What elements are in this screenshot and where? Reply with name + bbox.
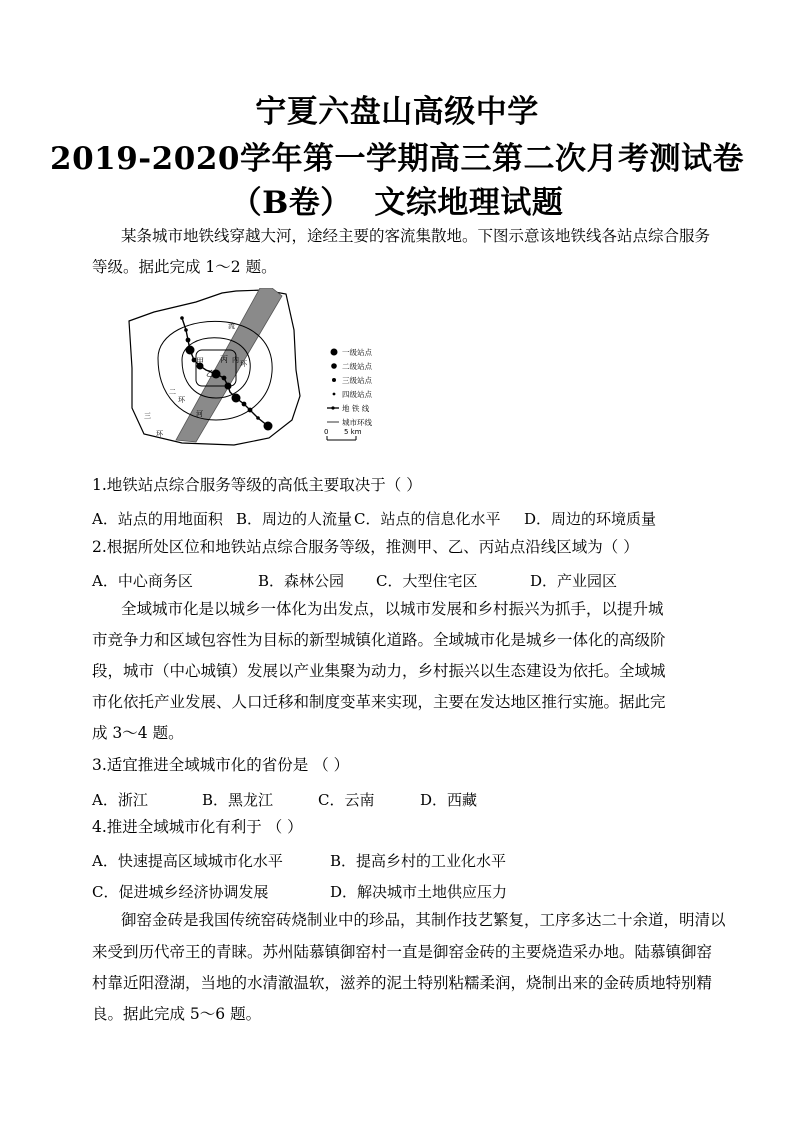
legend-label: 城市环线	[342, 418, 372, 427]
legend-label: 二级站点	[342, 362, 372, 371]
station-level4	[180, 316, 184, 320]
station-level3	[222, 376, 227, 381]
legend-small-dot-icon	[332, 378, 336, 382]
inner-ring-label: 环	[240, 360, 247, 368]
legend-medium-dot-icon	[331, 363, 337, 369]
station-label-jia: 甲	[196, 357, 204, 366]
passage3-line1: 御窑金砖是我国传统窑砖烧制业中的珍品，其制作技艺繁复，工序多达二十余道，明清以	[121, 911, 726, 929]
legend-tiny-dot-icon	[333, 393, 336, 396]
question-2-option-b: B．森林公园	[258, 572, 345, 590]
question-4-stem: 4.推进全域城市化有利于 （ ）	[92, 818, 303, 836]
station-level1	[186, 346, 195, 355]
question-1-stem: 1.地铁站点综合服务等级的高低主要取决于（ ）	[92, 476, 422, 494]
passage3-line4: 良。据此完成 5～6 题。	[92, 1005, 262, 1023]
passage1-line2: 等级。据此完成 1～2 题。	[92, 258, 277, 276]
question-4-option-a: A．快速提高区域城市化水平	[92, 852, 283, 870]
passage3-line3: 村靠近阳澄湖，当地的水清澈温软，滋养的泥土特别粘糯柔润，烧制出来的金砖质地特别精	[92, 974, 713, 992]
passage3-line2: 来受到历代帝王的青睐。苏州陆慕镇御窑村一直是御窑金砖的主要烧造采办地。陆慕镇御窑	[92, 943, 713, 961]
question-4-option-c: C．促进城乡经济协调发展	[92, 883, 269, 901]
legend-label: 地 铁 线	[342, 404, 370, 413]
question-1-option-b: B．周边的人流量	[236, 510, 353, 528]
question-3-option-d: D．西藏	[420, 791, 478, 809]
paper-subtitle-b: 文综地理试题	[374, 185, 564, 221]
question-3-stem: 3.适宜推进全域城市化的省份是 （ ）	[92, 756, 350, 774]
passage2-line3: 段，城市（中心城镇）发展以产业集聚为动力，乡村振兴以生态建设为依托。全域城	[92, 662, 666, 680]
exam-title: 2019-2020学年第一学期高三第二次月考测试卷	[50, 141, 744, 177]
question-4-option-d: D．解决城市土地供应压力	[330, 883, 508, 901]
metro-map-figure	[124, 288, 392, 448]
passage1-line1: 某条城市地铁线穿越大河，途经主要的客流集散地。下图示意该地铁线各站点综合服务	[121, 227, 711, 245]
ring-label: 三	[144, 412, 151, 420]
question-1-option-a: A．站点的用地面积	[92, 510, 223, 528]
scale-label: 5 km	[344, 428, 362, 436]
ring-label: 环	[156, 430, 163, 438]
paper-subtitle	[0, 183, 794, 223]
station-level4	[256, 416, 260, 420]
station-level1	[232, 394, 241, 403]
question-2-option-c: C．大型住宅区	[376, 572, 478, 590]
city-boundary	[129, 290, 300, 445]
station-level1	[264, 422, 273, 431]
scale-zero: 0	[324, 428, 329, 436]
legend-label: 四级站点	[342, 390, 372, 399]
passage2-line4: 市化依托产业发展、人口迁移和制度变革来实现，主要在发达地区推行实施。据此完	[92, 693, 666, 711]
legend-label: 三级站点	[342, 376, 372, 385]
inner-ring-label: 内	[232, 356, 239, 364]
ring-label: 二	[169, 388, 176, 396]
passage2-line2: 市竞争力和区域包容性为目标的新型城镇化道路。全域城市化是城乡一体化的高级阶	[92, 631, 666, 649]
question-3-option-c: C．云南	[318, 791, 375, 809]
question-3-option-a: A．浙江	[92, 791, 148, 809]
question-1-option-d: D．周边的环境质量	[524, 510, 657, 528]
station-level4	[184, 328, 188, 332]
station-level2	[225, 383, 232, 390]
river-label: 河	[196, 410, 203, 418]
passage2-line1: 全域城市化是以城乡一体化为出发点，以城市发展和乡村振兴为抓手，以提升城	[121, 600, 664, 618]
question-2-option-d: D．产业园区	[530, 572, 618, 590]
station-label-bing: 丙	[220, 355, 228, 364]
school-title: 宁夏六盘山高级中学	[255, 94, 539, 130]
legend-large-dot-icon	[331, 349, 338, 356]
ring-label: 环	[178, 396, 185, 404]
river-label: 流	[228, 322, 235, 330]
station-label-yi: 乙	[206, 369, 214, 378]
paper-subtitle-a: （B卷）	[230, 185, 352, 221]
question-3-option-b: B．黑龙江	[202, 791, 274, 809]
question-2-stem: 2.根据所处区位和地铁站点综合服务等级，推测甲、乙、丙站点沿线区域为（ ）	[92, 538, 639, 556]
question-1-option-c: C．站点的信息化水平	[354, 510, 501, 528]
question-4-option-b: B．提高乡村的工业化水平	[330, 852, 507, 870]
map-legend	[324, 347, 372, 440]
station-level3	[242, 402, 247, 407]
legend-label: 一级站点	[342, 348, 372, 357]
station-level3	[248, 408, 253, 413]
station-level3	[186, 338, 191, 343]
question-2-option-a: A．中心商务区	[92, 572, 193, 590]
passage2-line5: 成 3～4 题。	[92, 724, 184, 742]
